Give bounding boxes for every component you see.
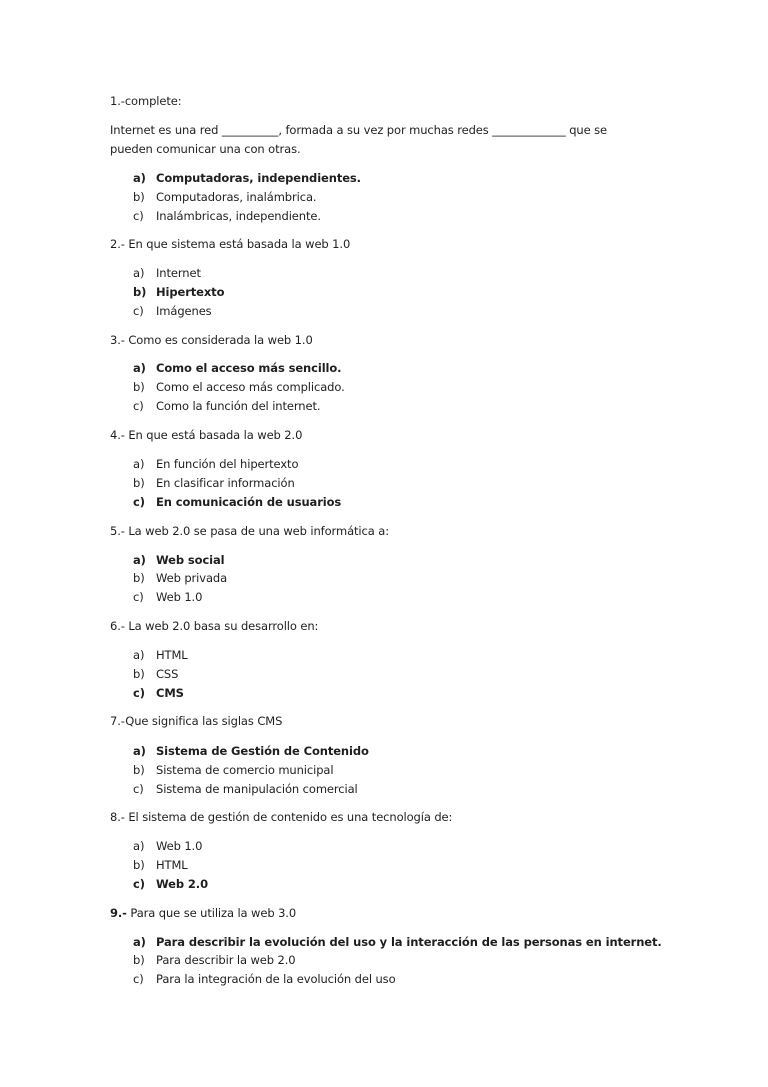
option-letter: b) — [133, 571, 145, 585]
option-text: Computadoras, independientes. — [156, 171, 361, 185]
question-2-option-b — [133, 285, 224, 299]
question-4-title: 4.- En que está basada la web 2.0 — [110, 428, 303, 442]
question-9-option-b — [133, 953, 296, 967]
question-5-title: 5.- La web 2.0 se pasa de una web informática a: — [110, 524, 389, 538]
question-1-title: 1.-complete: — [110, 94, 182, 108]
question-3-option-b — [133, 380, 345, 394]
question-9-number: 9.- — [110, 906, 127, 920]
question-6-option-c — [133, 686, 184, 700]
option-text: Como la función del internet. — [156, 399, 321, 413]
option-letter: a) — [133, 553, 146, 567]
question-9-option-a — [133, 935, 662, 949]
option-letter: c) — [133, 590, 144, 604]
option-letter: b) — [133, 285, 147, 299]
question-3-title: 3.- Como es considerada la web 1.0 — [110, 333, 313, 347]
option-letter: c) — [133, 209, 144, 223]
option-letter: b) — [133, 190, 145, 204]
question-1-option-c — [133, 209, 321, 223]
option-letter: b) — [133, 953, 145, 967]
question-2-option-c — [133, 304, 212, 318]
option-letter: c) — [133, 495, 145, 509]
question-3-option-a — [133, 361, 341, 375]
option-text: Inalámbricas, independiente. — [156, 209, 321, 223]
option-text: Internet — [156, 266, 201, 280]
option-letter: a) — [133, 171, 146, 185]
question-7-option-c — [133, 782, 358, 796]
question-6-title: 6.- La web 2.0 basa su desarrollo en: — [110, 619, 319, 633]
option-text: HTML — [156, 858, 188, 872]
option-text: Como el acceso más complicado. — [156, 380, 345, 394]
question-1-option-a — [133, 171, 361, 185]
question-4-option-c — [133, 495, 341, 509]
option-letter: b) — [133, 380, 145, 394]
option-text: Web 1.0 — [156, 590, 203, 604]
option-text: Imágenes — [156, 304, 212, 318]
question-4-option-a — [133, 457, 298, 471]
question-7-option-b — [133, 763, 333, 777]
question-7-title: 7.-Que significa las siglas CMS — [110, 714, 283, 728]
option-letter: a) — [133, 457, 145, 471]
option-text: HTML — [156, 648, 188, 662]
question-9-option-c — [133, 972, 396, 986]
question-2-title: 2.- En que sistema está basada la web 1.0 — [110, 237, 351, 251]
option-letter: a) — [133, 839, 145, 853]
option-text: Para describir la web 2.0 — [156, 953, 296, 967]
question-1-paragraph: Internet es una red __________, formada a su vez por muchas redes _____________ que se pueden comunicar una con otras. — [110, 123, 607, 156]
question-5-option-b — [133, 571, 227, 585]
option-text: Sistema de manipulación comercial — [156, 782, 358, 796]
question-9-text: Para que se utiliza la web 3.0 — [126, 906, 297, 920]
question-8-option-b — [133, 858, 188, 872]
option-text: Web social — [156, 553, 225, 567]
question-2-option-a — [133, 266, 201, 280]
option-text: Hipertexto — [156, 285, 225, 299]
question-5-option-c — [133, 590, 202, 604]
option-text: CMS — [156, 686, 184, 700]
option-text: Como el acceso más sencillo. — [156, 361, 342, 375]
option-text: Computadoras, inalámbrica. — [156, 190, 317, 204]
question-6-option-a — [133, 648, 188, 662]
option-text: Web 1.0 — [156, 839, 203, 853]
option-letter: c) — [133, 686, 145, 700]
question-9-title — [110, 906, 296, 920]
option-text: En función del hipertexto — [156, 457, 299, 471]
question-8-option-c — [133, 877, 208, 891]
option-letter: a) — [133, 744, 146, 758]
option-text: Sistema de Gestión de Contenido — [156, 744, 369, 758]
option-letter: c) — [133, 304, 144, 318]
option-text: Para la integración de la evolución del uso — [156, 972, 396, 986]
option-letter: a) — [133, 935, 146, 949]
question-8-option-a — [133, 839, 202, 853]
option-text: En comunicación de usuarios — [156, 495, 342, 509]
option-letter: a) — [133, 361, 146, 375]
question-1-option-b — [133, 190, 316, 204]
option-letter: c) — [133, 782, 144, 796]
option-text: Sistema de comercio municipal — [156, 763, 334, 777]
option-letter: b) — [133, 476, 145, 490]
option-letter: a) — [133, 648, 145, 662]
question-7-option-a — [133, 744, 369, 758]
option-text: Para describir la evolución del uso y la interacción de las personas en internet. — [156, 935, 662, 949]
option-letter: b) — [133, 763, 145, 777]
question-6-option-b — [133, 667, 178, 681]
option-text: CSS — [156, 667, 179, 681]
option-letter: c) — [133, 399, 144, 413]
question-5-option-a — [133, 553, 225, 567]
question-8-title: 8.- El sistema de gestión de contenido es una tecnología de: — [110, 810, 453, 824]
question-4-option-b — [133, 476, 295, 490]
question-3-option-c — [133, 399, 320, 413]
option-letter: a) — [133, 266, 145, 280]
option-text: Web 2.0 — [156, 877, 208, 891]
option-text: Web privada — [156, 571, 228, 585]
option-letter: b) — [133, 858, 145, 872]
option-letter: c) — [133, 877, 145, 891]
option-letter: c) — [133, 972, 144, 986]
option-letter: b) — [133, 667, 145, 681]
option-text: En clasificar información — [156, 476, 295, 490]
